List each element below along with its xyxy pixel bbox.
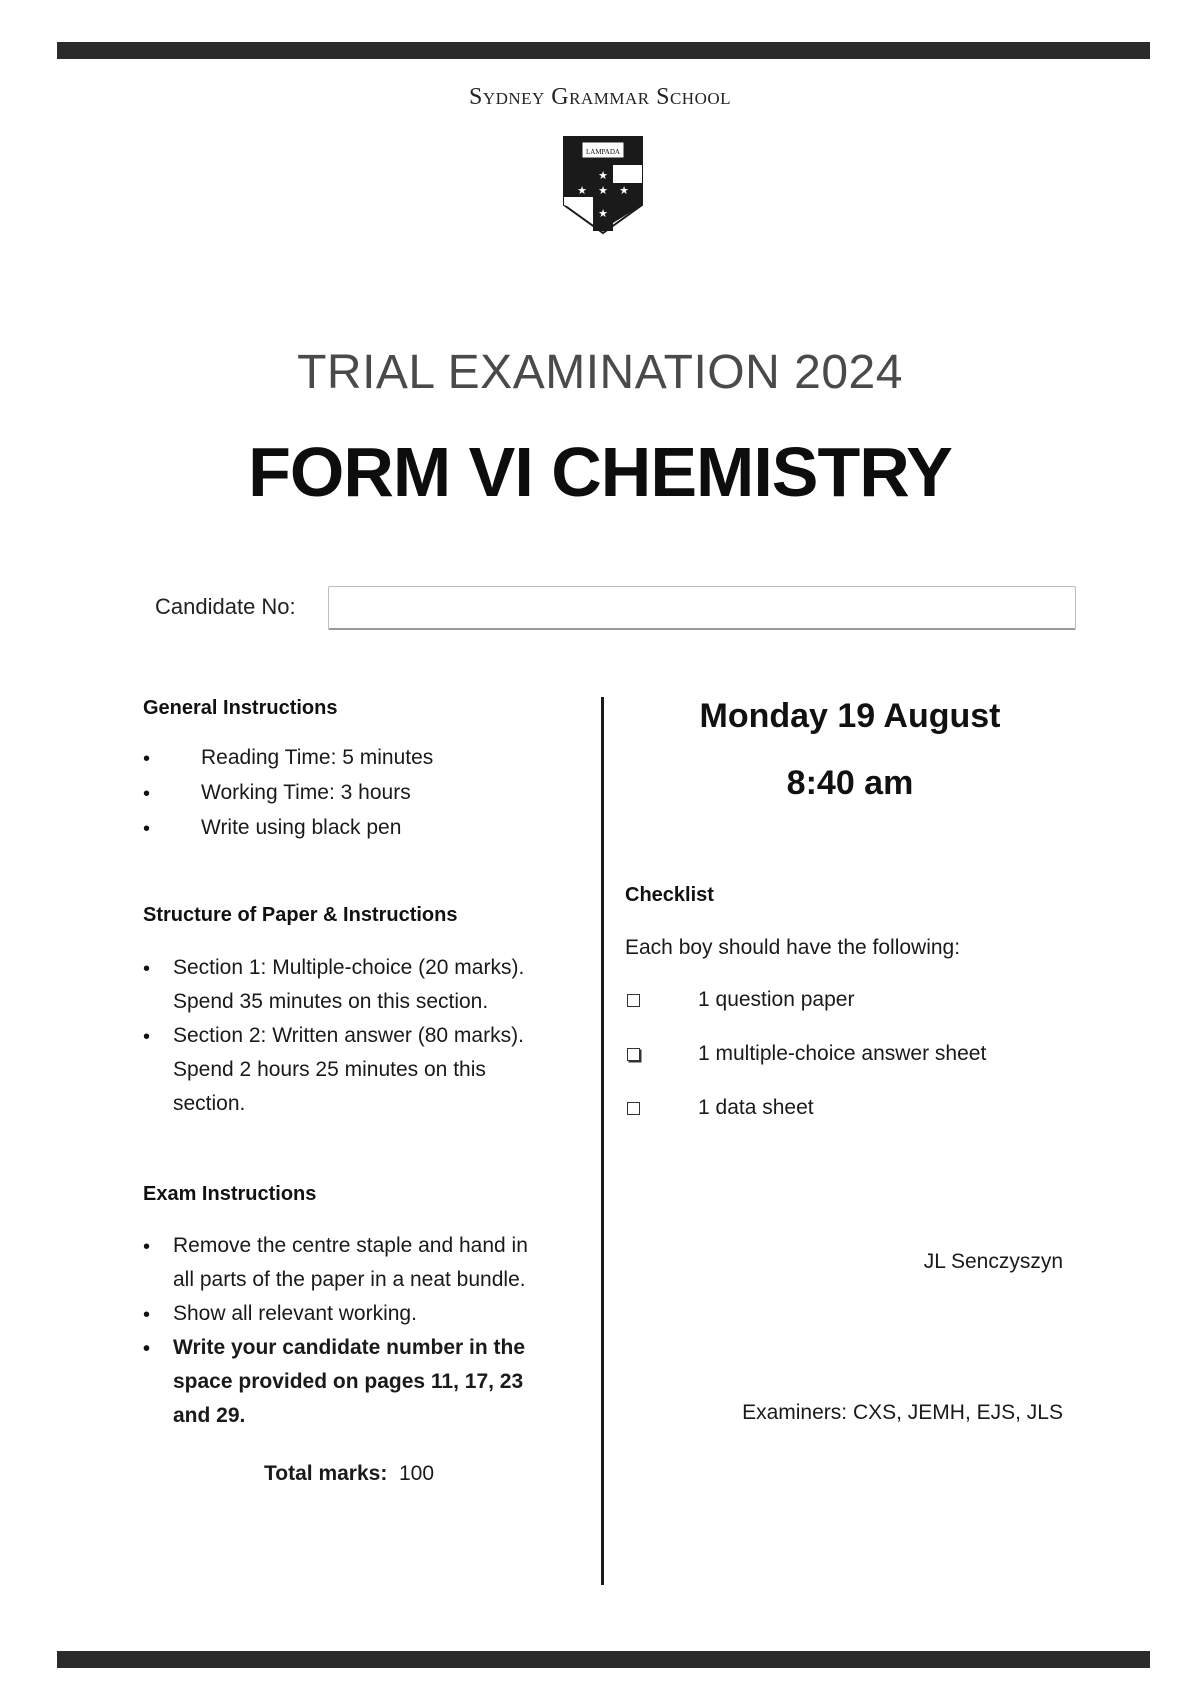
checklist-intro: Each boy should have the following: — [625, 936, 961, 959]
bullet-icon: • — [143, 1026, 151, 1048]
instruction-item: Write using black pen — [201, 816, 402, 839]
exam-instruction-line: Write your candidate number in the — [173, 1336, 525, 1359]
svg-text:★: ★ — [598, 185, 608, 197]
exam-instruction-line: and 29. — [173, 1404, 246, 1427]
instruction-item: Reading Time: 5 minutes — [201, 746, 434, 769]
exam-instruction-line: all parts of the paper in a neat bundle. — [173, 1268, 526, 1291]
total-marks-label: Total marks: — [264, 1462, 388, 1485]
top-rule — [57, 42, 1150, 59]
bullet-icon: • — [143, 818, 151, 840]
exam-title: TRIAL EXAMINATION 2024 — [297, 346, 903, 399]
bullet-icon: • — [143, 958, 151, 980]
exam-time: 8:40 am — [786, 764, 914, 802]
instruction-item: Working Time: 3 hours — [201, 781, 411, 804]
exam-date: Monday 19 August — [699, 697, 1001, 735]
structure-line: Section 1: Multiple-choice (20 marks). — [173, 956, 525, 979]
checklist-item: 1 multiple-choice answer sheet — [698, 1042, 987, 1065]
svg-text:★: ★ — [619, 185, 629, 197]
exam-instructions-heading: Exam Instructions — [143, 1183, 317, 1205]
checklist-heading: Checklist — [625, 884, 714, 906]
bullet-icon: • — [143, 1304, 151, 1326]
subject-title: FORM VI CHEMISTRY — [248, 433, 952, 511]
bullet-icon: • — [143, 1236, 151, 1258]
crest-motto: LAMPADA — [586, 148, 620, 156]
column-divider — [601, 697, 604, 1585]
checklist-item: 1 question paper — [698, 988, 855, 1011]
bullet-icon: • — [143, 748, 151, 770]
checkbox-icon[interactable] — [627, 1102, 640, 1115]
general-instructions-heading: General Instructions — [143, 697, 338, 719]
school-crest-icon — [562, 135, 644, 235]
school-name: Sydney Grammar School — [468, 84, 732, 110]
total-marks-value: 100 — [399, 1462, 435, 1485]
checkbox-icon[interactable] — [627, 994, 640, 1007]
candidate-number-label: Candidate No: — [155, 594, 296, 619]
examiners-list: Examiners: CXS, JEMH, EJS, JLS — [742, 1401, 1063, 1424]
structure-line: Spend 35 minutes on this section. — [173, 990, 489, 1013]
bullet-icon: • — [143, 1338, 151, 1360]
checklist-item: 1 data sheet — [698, 1096, 814, 1119]
svg-text:★: ★ — [598, 208, 608, 220]
structure-line: Section 2: Written answer (80 marks). — [173, 1024, 524, 1047]
teacher-name: JL Senczyszyn — [923, 1250, 1063, 1273]
total-marks — [264, 1457, 434, 1491]
svg-text:★: ★ — [577, 185, 587, 197]
bullet-icon: • — [143, 783, 151, 805]
bottom-rule — [57, 1651, 1150, 1668]
structure-line: section. — [173, 1092, 246, 1115]
svg-text:★: ★ — [598, 170, 608, 182]
exam-instruction-line: Show all relevant working. — [173, 1302, 417, 1325]
structure-heading: Structure of Paper & Instructions — [143, 904, 458, 926]
candidate-number-field[interactable] — [328, 586, 1076, 630]
exam-instruction-line: Remove the centre staple and hand in — [173, 1234, 528, 1257]
checkbox-icon[interactable] — [627, 1048, 640, 1061]
structure-line: Spend 2 hours 25 minutes on this — [173, 1058, 486, 1081]
exam-instruction-line: space provided on pages 11, 17, 23 — [173, 1370, 524, 1393]
